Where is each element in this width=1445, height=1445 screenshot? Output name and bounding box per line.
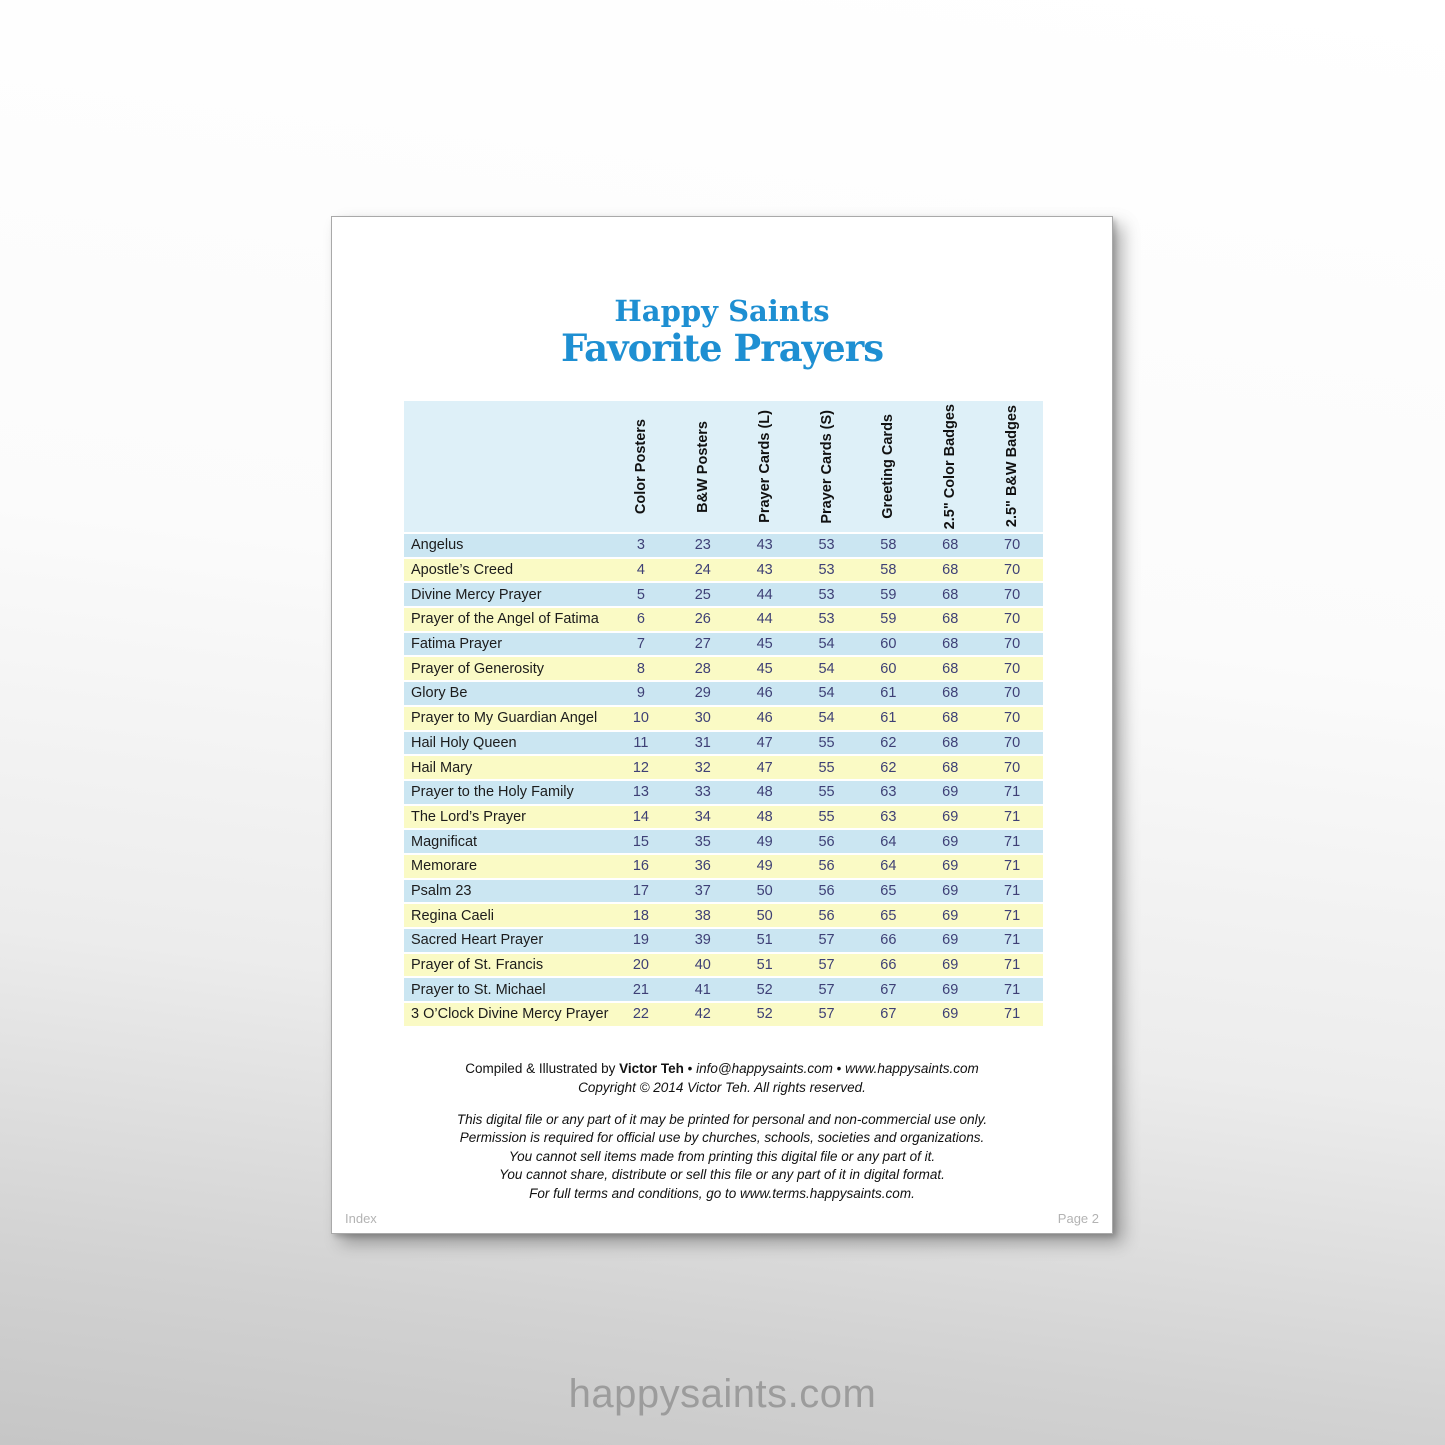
page-number-cell: 70 [1004,611,1021,628]
page-number-cell: 68 [942,685,959,702]
page-number-cell: 56 [818,907,835,924]
page-number-cell: 68 [942,734,959,751]
page-number-cell: 3 [636,537,645,554]
page-number-cell: 57 [818,1006,835,1023]
prayer-name-cell: Apostle’s Creed [411,562,514,579]
page-number-cell: 68 [942,537,959,554]
page-number-cell: 70 [1004,636,1021,653]
page-number-cell: 56 [818,858,835,875]
page-number-cell: 66 [880,957,897,974]
page-number-cell: 56 [818,882,835,899]
column-header [734,401,796,532]
prayer-name-cell: Divine Mercy Prayer [411,586,542,603]
prayer-name-cell: Prayer to St. Michael [411,981,546,998]
table-row [404,954,1043,977]
page-number-cell: 71 [1004,833,1021,850]
page-number-cell: 68 [942,562,959,579]
page-number-cell: 69 [942,784,959,801]
page-number-cell: 47 [756,734,773,751]
document-title: Favorite Prayers [560,326,884,370]
column-header-label: B&W Posters [694,420,711,513]
page-number-cell: 65 [880,882,897,899]
prayer-name-cell: Magnificat [411,833,478,850]
table-row [404,657,1043,680]
prayer-name-cell: Prayer of Generosity [411,660,544,677]
page-number-cell: 54 [818,685,835,702]
page-number-cell: 12 [632,759,649,776]
page-number-cell: 67 [880,1006,897,1023]
page-number-cell: 58 [880,537,897,554]
prayer-index-table [404,401,1043,1026]
page-number-cell: 16 [632,858,649,875]
page-number-cell: 54 [818,710,835,727]
page-number-cell: 39 [694,932,711,949]
page-number-cell: 60 [880,660,897,677]
page-number-cell: 38 [694,907,711,924]
page-number-cell: 48 [756,808,773,825]
page-number-cell: 68 [942,636,959,653]
page-number-cell: 33 [694,784,711,801]
column-header-label: 2.5" B&W Badges [1004,405,1021,528]
page-number-cell: 69 [942,833,959,850]
column-header [857,401,919,532]
page-number-cell: 55 [818,784,835,801]
prayer-name-cell: Hail Holy Queen [411,734,517,751]
page-number-cell: 36 [694,858,711,875]
page-number-cell: 68 [942,586,959,603]
table-row [404,633,1043,656]
column-header-label: Color Posters [632,418,649,515]
page-number-cell: 51 [756,932,773,949]
page-number-cell: 51 [756,957,773,974]
column-header-label: Greeting Cards [880,414,897,519]
prayer-name-cell: Prayer to My Guardian Angel [411,710,598,727]
page-number-cell: 23 [694,537,711,554]
page-number-cell: 44 [756,611,773,628]
page-number-cell: 54 [818,660,835,677]
document-page [331,216,1113,1234]
table-row [404,978,1043,1001]
page-number-cell: 53 [818,611,835,628]
column-header [981,401,1043,532]
name-column-spacer [404,401,610,532]
table-row [404,830,1043,853]
page-number-cell: 10 [632,710,649,727]
page-number-cell: 59 [880,611,897,628]
prayer-name-cell: Regina Caeli [411,907,495,924]
page-number-cell: 9 [636,685,645,702]
page-number-cell: 30 [694,710,711,727]
prayer-name-cell: Prayer to the Holy Family [411,784,574,801]
page-number-cell: 70 [1004,537,1021,554]
page-number-cell: 69 [942,858,959,875]
table-row [404,929,1043,952]
page-number-cell: 18 [632,907,649,924]
page-number-cell: 66 [880,932,897,949]
page-number-cell: 28 [694,660,711,677]
column-header [672,401,734,532]
page-number-cell: 63 [880,784,897,801]
page-number-cell: 61 [880,685,897,702]
page-number-cell: 41 [694,981,711,998]
page-number-cell: 60 [880,636,897,653]
table-row [404,707,1043,730]
page-number-cell: 69 [942,981,959,998]
website-text: www.happysaints.com [845,1061,979,1076]
page-number-cell: 68 [942,660,959,677]
page-number-cell: 67 [880,981,897,998]
page-number-cell: 57 [818,981,835,998]
page-number-cell: 52 [756,981,773,998]
column-header-label: 2.5" Color Badges [942,403,959,530]
page-number-cell: 46 [756,710,773,727]
terms-line: For full terms and conditions, go to www.terms.happysaints.com. [529,1185,915,1201]
page-number-cell: 71 [1004,1006,1021,1023]
page-number-cell: 17 [632,882,649,899]
page-number-cell: 45 [756,660,773,677]
table-row [404,534,1043,557]
page-number-cell: 52 [756,1006,773,1023]
page-number-cell: 54 [818,636,835,653]
terms-line: You cannot share, distribute or sell this file or any part of it in digital format. [499,1167,945,1183]
page-number-cell: 70 [1004,710,1021,727]
page-number-cell: 27 [694,636,711,653]
page-number-cell: 70 [1004,562,1021,579]
page-number-cell: 5 [636,586,645,603]
prayer-name-cell: The Lord’s Prayer [411,808,526,825]
page-number-cell: 11 [633,734,649,751]
page-number-cell: 15 [632,833,649,850]
page-number-cell: 71 [1004,882,1021,899]
footer-index-label: Index [345,1211,377,1226]
prayer-name-cell: 3 O’Clock Divine Mercy Prayer [411,1006,609,1023]
page-number-cell: 64 [880,858,897,875]
table-row [404,732,1043,755]
page-number-cell: 24 [694,562,711,579]
column-header [919,401,981,532]
page-number-cell: 68 [942,710,959,727]
page-number-cell: 14 [632,808,649,825]
page-number-cell: 49 [756,833,773,850]
table-header-row [404,401,1043,532]
credits [332,1059,1112,1097]
page-number-cell: 64 [880,833,897,850]
table-row [404,682,1043,705]
author-name: Victor Teh [619,1061,684,1076]
page-number-cell: 20 [632,957,649,974]
watermark: happysaints.com [568,1372,877,1416]
prayer-name-cell: Angelus [411,537,464,554]
page-number-cell: 68 [942,611,959,628]
page-title [332,295,1112,369]
page-number-cell: 44 [756,586,773,603]
page-number-cell: 40 [694,957,711,974]
page-number-cell: 31 [694,734,711,751]
table-row [404,1003,1043,1026]
page-number-cell: 29 [694,685,711,702]
prayer-name-cell: Prayer of the Angel of Fatima [411,611,599,628]
page-number-cell: 63 [880,808,897,825]
email-text: info@happysaints.com [696,1061,833,1076]
page-number-cell: 58 [880,562,897,579]
prayer-name-cell: Memorare [411,858,478,875]
page-number-cell: 62 [880,734,897,751]
page-number-cell: 49 [756,858,773,875]
copyright-line: Copyright © 2014 Victor Teh. All rights reserved. [578,1080,866,1095]
table-body [404,534,1043,1026]
column-header [796,401,858,532]
page-number-cell: 43 [756,562,773,579]
table-row [404,756,1043,779]
page-number-cell: 8 [636,660,645,677]
page-number-cell: 57 [818,932,835,949]
page-number-cell: 47 [756,759,773,776]
page-number-cell: 4 [636,562,645,579]
page-number-cell: 71 [1004,858,1021,875]
page-number-cell: 7 [636,636,645,653]
page-number-cell: 42 [694,1006,711,1023]
page-number-cell: 43 [756,537,773,554]
table-row [404,781,1043,804]
page-number-cell: 53 [818,537,835,554]
column-header-label: Prayer Cards (S) [818,409,835,524]
page-number-cell: 34 [694,808,711,825]
page-number-cell: 65 [880,907,897,924]
page-number-cell: 21 [632,981,649,998]
page-number-cell: 61 [880,710,897,727]
terms-line: Permission is required for official use by churches, schools, societies and organizations. [459,1130,985,1146]
prayer-name-cell: Sacred Heart Prayer [411,932,544,949]
page-number-cell: 19 [632,932,649,949]
page-number-cell: 71 [1004,981,1021,998]
table-row [404,904,1043,927]
footer-page-label: Page 2 [1057,1211,1099,1226]
page-number-cell: 70 [1004,759,1021,776]
page-number-cell: 55 [818,808,835,825]
page-number-cell: 53 [818,586,835,603]
page-number-cell: 71 [1004,957,1021,974]
credits-line: Compiled & Illustrated by Victor Teh • info@happysaints.com • www.happysaints.com [465,1061,979,1076]
prayer-name-cell: Prayer of St. Francis [411,957,544,974]
prayer-name-cell: Hail Mary [411,759,473,776]
page-number-cell: 56 [818,833,835,850]
column-header [610,401,672,532]
terms-line: You cannot sell items made from printing this digital file or any part of it. [508,1148,936,1164]
page-number-cell: 32 [694,759,711,776]
page-number-cell: 35 [694,833,711,850]
page-number-cell: 69 [942,907,959,924]
page-number-cell: 70 [1004,660,1021,677]
page-number-cell: 68 [942,759,959,776]
page-number-cell: 69 [942,1006,959,1023]
page-number-cell: 69 [942,882,959,899]
page-number-cell: 59 [880,586,897,603]
terms-line: This digital file or any part of it may be printed for personal and non-commercial use only. [456,1112,988,1127]
page-number-cell: 62 [880,759,897,776]
page-number-cell: 69 [942,932,959,949]
page-number-cell: 6 [636,611,645,628]
brand-title: Happy Saints [614,294,830,328]
page-number-cell: 69 [942,808,959,825]
table-row [404,608,1043,631]
page-number-cell: 57 [818,957,835,974]
column-header-label: Prayer Cards (L) [756,410,773,523]
page-number-cell: 71 [1004,907,1021,924]
page-number-cell: 53 [818,562,835,579]
table-row [404,583,1043,606]
table-row [404,855,1043,878]
page-number-cell: 69 [942,957,959,974]
page-number-cell: 45 [756,636,773,653]
table-row [404,880,1043,903]
page-number-cell: 13 [632,784,649,801]
page-number-cell: 55 [818,759,835,776]
page-number-cell: 71 [1004,784,1021,801]
page-number-cell: 70 [1004,685,1021,702]
page-number-cell: 25 [694,586,711,603]
terms-and-conditions [332,1111,1112,1203]
page-number-cell: 22 [632,1006,649,1023]
page-number-cell: 71 [1004,808,1021,825]
prayer-name-cell: Glory Be [411,685,468,702]
prayer-name-cell: Fatima Prayer [411,636,503,653]
page-number-cell: 46 [756,685,773,702]
prayer-name-cell: Psalm 23 [411,882,472,899]
page-number-cell: 70 [1004,586,1021,603]
page-number-cell: 70 [1004,734,1021,751]
page-number-cell: 55 [818,734,835,751]
page-number-cell: 26 [694,611,711,628]
page-number-cell: 48 [756,784,773,801]
table-row [404,806,1043,829]
page-number-cell: 71 [1004,932,1021,949]
page-number-cell: 50 [756,882,773,899]
page-number-cell: 37 [694,882,711,899]
page-number-cell: 50 [756,907,773,924]
table-row [404,559,1043,582]
